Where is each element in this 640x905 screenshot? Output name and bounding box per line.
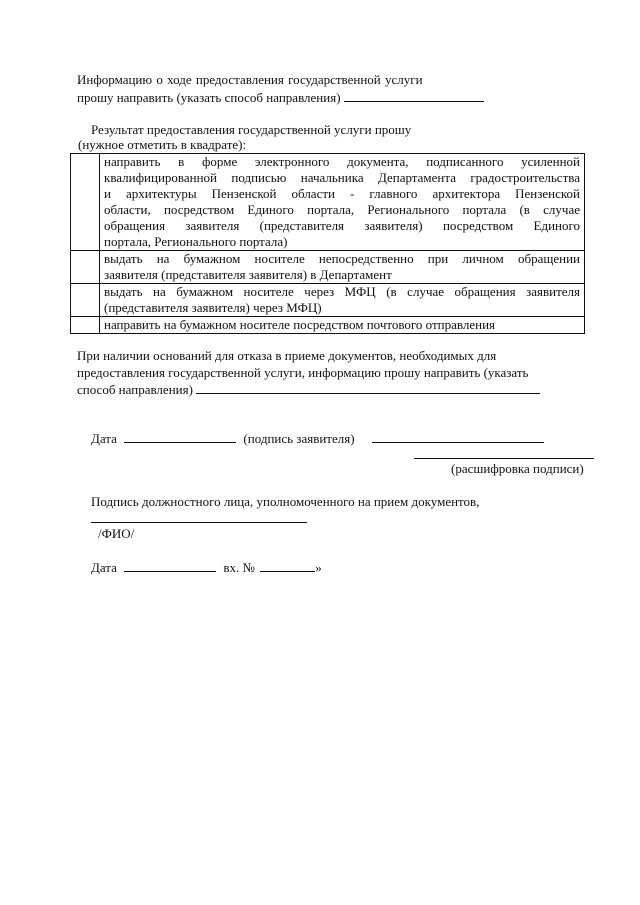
- incoming-number-label: вх. №: [223, 560, 255, 575]
- date-label: Дата: [91, 431, 117, 446]
- option-text-mail: [100, 317, 585, 334]
- option-text-in-person: [100, 251, 585, 284]
- official-text: Подпись должностного лица, уполномоченного на прием документов,: [91, 494, 480, 509]
- option-checkbox-in-person[interactable]: [71, 251, 100, 284]
- option-line: выдать на бумажном носителе через МФЦ (в случае обращения заявителя: [104, 284, 580, 299]
- refusal-line3: [77, 381, 540, 398]
- option-line: квалифицированной подписью начальника Департамента градостроительства: [104, 170, 580, 185]
- official-date-field[interactable]: [124, 559, 216, 572]
- option-text-mfc: [100, 284, 585, 317]
- decoding-field[interactable]: [414, 446, 594, 459]
- option-checkbox-mfc[interactable]: [71, 284, 100, 317]
- refusal-line1: При наличии оснований для отказа в приеме документов, необходимых для: [77, 348, 497, 363]
- option-line: выдать на бумажном носителе непосредственно при личном обращении: [104, 251, 580, 266]
- info-delivery-line2: [77, 89, 484, 106]
- applicant-signature-line: [91, 430, 544, 447]
- refusal-method-field[interactable]: [196, 381, 540, 394]
- option-row: [71, 154, 585, 251]
- decoding-label: (расшифровка подписи): [451, 461, 584, 476]
- result-options-table: [70, 153, 585, 334]
- option-line: области, посредством Единого портала, Регионального портала (в случае: [104, 202, 580, 217]
- option-row: [71, 284, 585, 317]
- info-delivery-method-field[interactable]: [344, 89, 484, 102]
- closing-quote: »: [315, 560, 322, 575]
- option-row: [71, 317, 585, 334]
- result-instruction: (нужное отметить в квадрате):: [78, 137, 247, 152]
- option-line: (представителя заявителя) через МФЦ): [104, 300, 322, 315]
- option-checkbox-electronic[interactable]: [71, 154, 100, 251]
- option-text-electronic: [100, 154, 585, 251]
- official-date-line: [91, 559, 322, 576]
- result-heading: Результат предоставления государственной услуги прошу: [91, 122, 412, 137]
- option-line: портала, Регионального портала): [104, 234, 288, 249]
- incoming-number-field[interactable]: [260, 559, 315, 572]
- info-delivery-label: прошу направить (указать способ направления): [77, 90, 341, 105]
- official-date-label: Дата: [91, 560, 117, 575]
- option-line: заявителя (представителя заявителя) в Департамент: [104, 267, 392, 282]
- option-line: направить на бумажном носителе посредством почтового отправления: [104, 317, 496, 332]
- option-line: направить в форме электронного документа, подписанного усиленной: [104, 154, 580, 169]
- option-line: обращения заявителя (представителя заявителя) посредством Единого: [104, 218, 580, 233]
- info-delivery-line1: Информацию о ходе предоставления государственной услуги: [77, 72, 423, 87]
- option-row: [71, 251, 585, 284]
- refusal-line2: предоставления государственной услуги, информацию прошу направить (указать: [77, 365, 529, 380]
- date-field[interactable]: [124, 430, 236, 443]
- official-signature-field[interactable]: [91, 510, 307, 523]
- fio-label: /ФИО/: [98, 526, 135, 541]
- option-line: и архитектуры Пензенской области - главного архитектора Пензенской: [104, 186, 580, 201]
- signature-label: (подпись заявителя): [243, 431, 355, 446]
- option-checkbox-mail[interactable]: [71, 317, 100, 334]
- signature-field[interactable]: [372, 430, 544, 443]
- refusal-label: способ направления): [77, 382, 193, 397]
